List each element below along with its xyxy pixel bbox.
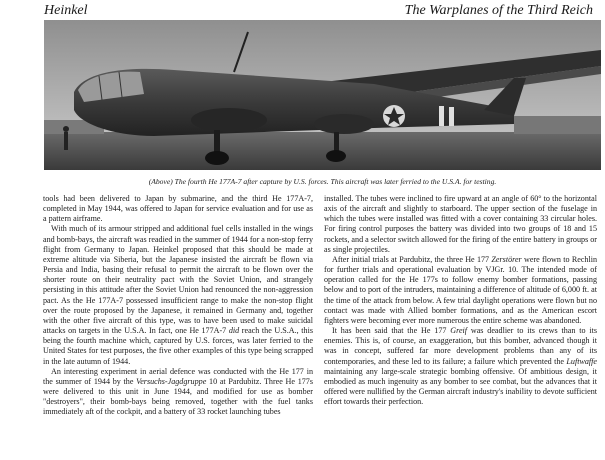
- header-book-title: The Warplanes of the Third Reich: [404, 3, 593, 18]
- header-book-section: Heinkel: [44, 3, 88, 18]
- paragraph: With much of its armour stripped and additional fuel cells installed in the wings and bomb-bays, the aircraft was readied in the summer of 1944 for a non-stop ferry flight from Germany to Japan. Heinkel proposed that this should be made at extreme altitude via Siberia, but the Japanese insisted the aircraft be flown via Persia and India, basing their refusal to permit the aircraft to be flown over the shorter route on their neutrality pact with the Soviet Union, and strangely persisting in this attitude after the Soviet Union had renounced the non-aggression pact. As the He 177A-7 possessed insufficient range to make the non-stop flight over the route proposed by the Japanese, it remained in Germany and, together with the other five aircraft of this type, was to have been used to make suicidal attacks on targets in the U.S.A. In fact, one He 177A-7 did reach the U.S.A., this being the fourth machine which, captured by U.S. forces, was later ferried to the United States for test purposes, the five other examples of this type being scrapped in the late autumn of 1944.: [43, 224, 313, 366]
- paragraph: After initial trials at Pardubitz, the three He 177 Zerstörer were flown to Rechlin for further trials and operational evaluation by VJGr. 10. The intended mode of operation called for the He 177s to follow enemy bomber formations, passing below and to port of the intruders, maintaining a difference of altitude of 6,000 ft. at the time of the attack from below. A few trial daylight operations were flown but no contact was made with Allied bomber formations, and as the American escort fighters were becoming ever more numerous the entire scheme was abandoned.: [324, 254, 597, 325]
- running-header: [44, 2, 593, 20]
- right-text-column: [324, 194, 597, 458]
- paragraph: tools had been delivered to Japan by submarine, and the third He 177A-7, completed in May 1944, was offered to Japan for service evaluation and for use as a pattern airframe.: [43, 194, 313, 224]
- aircraft-photo: [44, 20, 601, 170]
- paragraph: An interesting experiment in aerial defence was conducted with the He 177 in the summer of 1944 by the Versuchs-Jagdgruppe 10 at Pardubitz. Three He 177s were delivered to this unit in June 1944, and modified for use as bomber "destroyers", their bomb-bays being removed, together with the fuel tanks immediately aft of the cockpit, and a battery of 33 rocket launching tubes: [43, 366, 313, 417]
- photo-caption: (Above) The fourth He 177A-7 after capture by U.S. forces. This aircraft was later ferried to the U.S.A. for testing.: [148, 177, 497, 186]
- paragraph: installed. The tubes were inclined to fire upward at an angle of 60° to the horizontal axis of the aircraft and slightly to starboard. The upper section of the fuselage in which the tubes were installed was fitted with a cover containing 33 circular holes. For firing control purposes the battery was divided into two groups of 18 and 15 rockets, and a selector switch allowed for the firing of the entire battery in groups or as single projectiles.: [324, 194, 597, 254]
- paragraph: It has been said that the He 177 Greif was deadlier to its crews than to its enemies. This is, of course, an exaggeration, but this bomber, advanced though it was in concept, suffered far more development problems than any of its contemporaries, and these led to its failure; a failure which prevented the Luftwaffe maintaining any large-scale strategic bombing offensive. Of ambitious design, it embodied as much ingenuity as any bomber to see combat, but the advances that it offered were nullified by the German aircraft industry's inability to devote sufficient effort towards their perfection.: [324, 326, 597, 407]
- left-text-column: [43, 194, 313, 458]
